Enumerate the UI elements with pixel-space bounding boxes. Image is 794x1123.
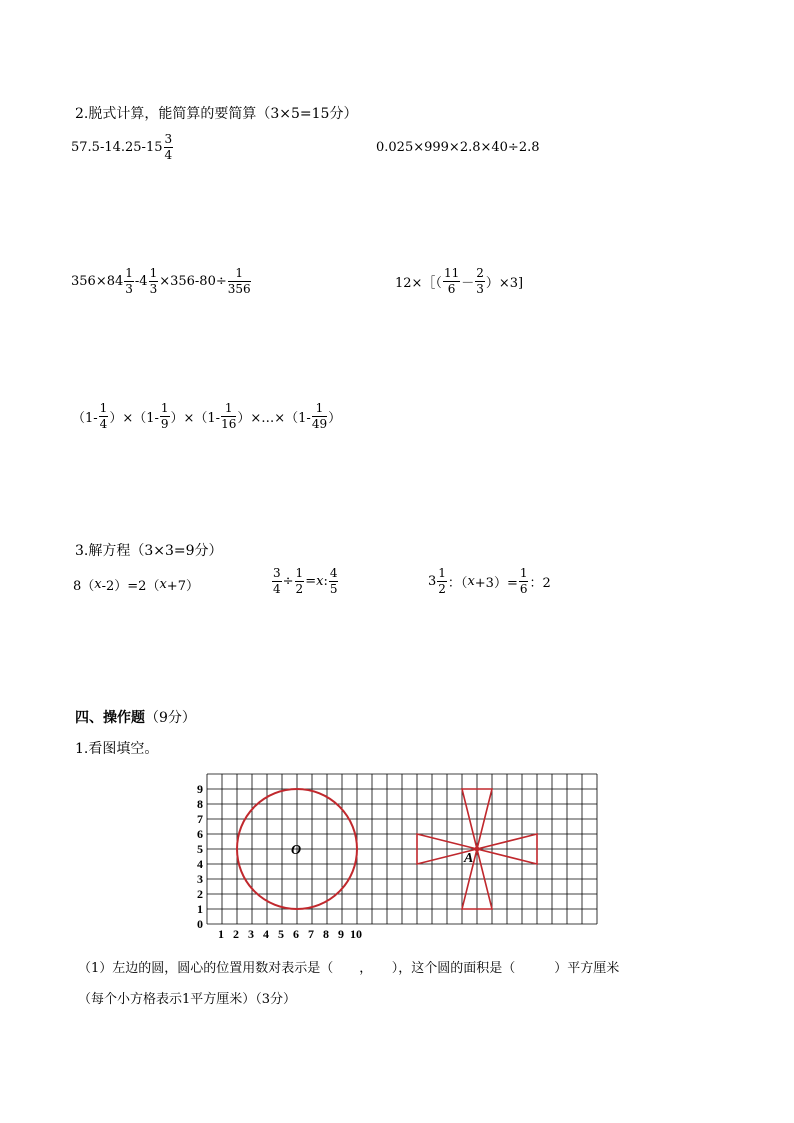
fraction: $\frac{1}{3}$ <box>125 266 133 296</box>
section4-subtitle: 1.看图填空。 <box>75 741 159 757</box>
section3-title: 3.解方程（3×3=9分） <box>75 543 223 559</box>
x-axis-label: 1 <box>218 927 224 941</box>
fraction: $\frac{1}{3}$ <box>149 266 158 296</box>
x-axis-label: 6 <box>293 927 299 941</box>
problem-5: （1- $\frac{1}{4}$ ）×（1- $\frac{1}{9}$ ）×（1- $\frac{1}{16}$ ）×…×（1- $\frac{1}{49}$ ） <box>72 401 342 431</box>
section2-title: 2.脱式计算，能简算的要简算（3×5=15分） <box>75 106 358 122</box>
x-axis-label: 2 <box>233 927 239 941</box>
fraction: $\frac{3}{4}$ <box>164 132 173 162</box>
question-1-line2: （每个小方格表示1平方厘米）（3分） <box>78 992 297 1007</box>
question-1-line1: （1）左边的圆，圆心的位置用数对表示是（ ， ），这个圆的面积是（ ）平方厘米 <box>78 961 620 976</box>
x-axis-label: 7 <box>308 927 314 941</box>
problem-3: 356×84 $\frac{1}{3}$ -4 $\frac{1}{3}$ ×356-80÷ $\frac{1}{356}$ <box>71 266 251 296</box>
y-axis-label: 0 <box>197 917 203 931</box>
y-axis-label: 7 <box>197 812 203 826</box>
fraction: $\frac{1}{2}$ <box>295 566 304 596</box>
y-axis-label: 6 <box>197 827 203 841</box>
x-axis-label: 3 <box>248 927 254 941</box>
fraction: $\frac{3}{4}$ <box>273 566 281 596</box>
x-axis-label: 9 <box>338 927 344 941</box>
fraction: $\frac{1}{16}$ <box>221 401 237 431</box>
fraction: $\frac{1}{356}$ <box>227 266 251 296</box>
coordinate-grid-figure <box>190 766 610 946</box>
x-axis-label: 4 <box>263 927 269 941</box>
x-axis-label: 8 <box>323 927 329 941</box>
y-axis-labels <box>197 782 203 931</box>
y-axis-label: 1 <box>197 902 203 916</box>
y-axis-label: 3 <box>197 872 203 886</box>
y-axis-label: 4 <box>197 857 203 871</box>
equation-2: $\frac{3}{4}$ ÷ $\frac{1}{2}$ = x : $\frac{4}{5}$ <box>273 566 338 596</box>
x-axis-labels <box>218 927 362 941</box>
center-label-o: O <box>291 843 302 858</box>
fraction: $\frac{1}{49}$ <box>311 401 328 431</box>
fraction: $\frac{4}{5}$ <box>329 566 338 596</box>
fraction: $\frac{2}{3}$ <box>476 266 484 296</box>
center-point-a <box>475 847 480 852</box>
y-axis-label: 8 <box>197 797 203 811</box>
problem-1: 57.5-14.25-15 $\frac{3}{4}$ <box>71 132 173 162</box>
fraction: $\frac{11}{6}$ <box>443 266 460 296</box>
fraction: $\frac{1}{4}$ <box>99 401 108 431</box>
center-label-a: A <box>464 851 474 866</box>
grid-lines <box>207 774 597 924</box>
equation-1: 8（ x -2）=2（ x +7） <box>73 577 199 594</box>
fraction: $\frac{1}{6}$ <box>519 566 528 596</box>
y-axis-label: 2 <box>197 887 203 901</box>
fraction: $\frac{1}{9}$ <box>160 401 169 431</box>
section4-title: 四、操作题（9分） <box>75 710 196 726</box>
x-axis-label: 5 <box>278 927 284 941</box>
problem-4: 12×［（ $\frac{11}{6}$ － $\frac{2}{3}$ ）×3] <box>395 266 524 296</box>
equation-3: 3 $\frac{1}{2}$ ：（ x +3）= $\frac{1}{6}$ ：2 <box>428 566 551 596</box>
y-axis-label: 9 <box>197 782 203 796</box>
y-axis-label: 5 <box>197 842 203 856</box>
x-axis-label: 10 <box>350 927 362 941</box>
fraction: $\frac{1}{2}$ <box>438 566 446 596</box>
problem-2: 0.025×999×2.8×40÷2.8 <box>376 140 540 155</box>
